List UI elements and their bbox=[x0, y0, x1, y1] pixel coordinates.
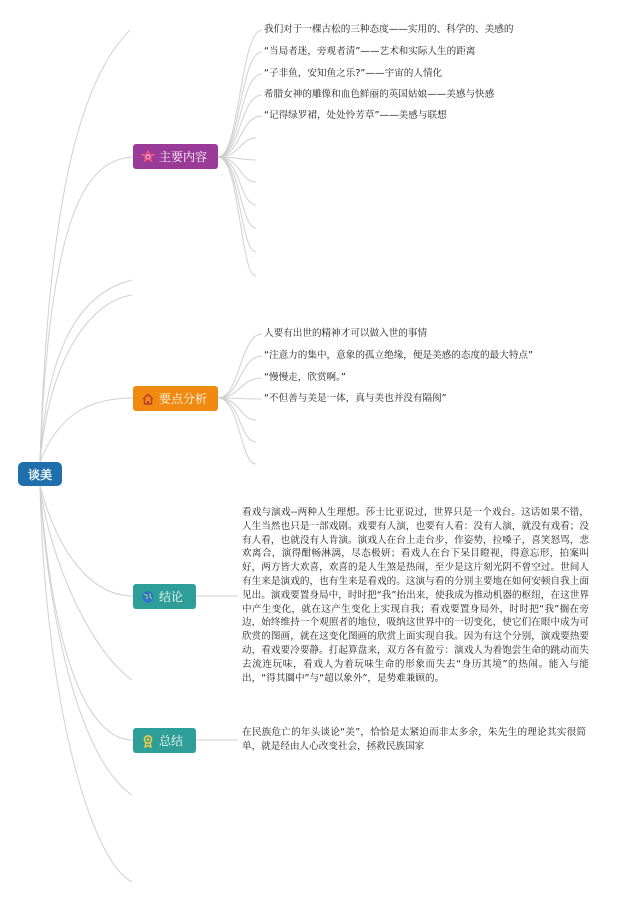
key-item-3: “慢慢走，欣赏啊。” bbox=[264, 372, 346, 383]
key-item-4: “不但善与美是一体，真与美也并没有隔阂” bbox=[264, 393, 447, 404]
branch-main-label: 主要内容 bbox=[159, 150, 208, 164]
root-label: 谈美 bbox=[27, 467, 52, 482]
main-item-5: “记得绿罗裙，处处怜芳草”——美感与联想 bbox=[264, 110, 447, 121]
branch-conclusion-label: 结论 bbox=[159, 590, 184, 604]
branch-main-content[interactable] bbox=[133, 144, 218, 169]
branch-summary-label: 总结 bbox=[159, 734, 184, 748]
branch-key-points[interactable] bbox=[133, 386, 218, 411]
main-item-1: 我们对于一棵古松的三种态度——实用的、科学的、美感的 bbox=[264, 24, 514, 35]
main-item-2: “当局者迷，旁观者清”——艺术和实际人生的距离 bbox=[264, 46, 476, 57]
flower-icon bbox=[141, 150, 155, 164]
branch-key-label: 要点分析 bbox=[159, 392, 208, 406]
summary-text: 在民族危亡的年头谈论“美”，恰恰是太紧迫而非太多余，朱先生的理论其实很简单，就是经由人心改变社会，拯救民族国家 bbox=[242, 727, 586, 752]
root-node[interactable] bbox=[18, 462, 62, 486]
branch-summary[interactable] bbox=[133, 728, 196, 753]
conclusion-text: 看戏与演戏--两种人生理想。莎士比亚说过，世界只是一个戏台。这话如果不错，人生当然也只是一部戏剧。戏要有人演，也要有人看：没有人演，就没有戏看；没有人看，也就没有人肯演。演戏人在台上走台步，作姿势，拉嗓子，喜笑怒骂，悲欢离合，演得酣畅淋漓，尽态极妍；看戏人在台下呆目瞪视，得意忘形，拍案叫好，两方皆大欢喜，欢喜的是人生煞是热闹，至少是这片刻光阴不曾空过。世间人有生来是演戏的，也有生来是看戏的。这演与看的分别主要地在如何安顿自我上面见出。演戏要置身局中，时时把“我”抬出来，使我成为推动机器的枢纽，在这世界中产生变化，就在这产生变化上实现自我；看戏要置身局外，时时把“我”搁在旁边，始终维持一个观照者的地位，吸纳这世界中的一切变化，使它们在眼中成为可欣赏的图画，就在这变化图画的欣赏上面实现自我。因为有这个分别，演戏要热要动，看戏要冷要静。打起算盘来，双方各有盈亏：演戏人为着饱尝生命的跳动而失去流连玩味，看戏人为着玩味生命的形象而失去“身历其境”的热闹。能入与能出，“得其圜中”与“超以象外”，是势难兼顾的。 bbox=[242, 507, 589, 684]
key-item-1: 人要有出世的精神才可以做入世的事情 bbox=[264, 328, 428, 339]
home-icon bbox=[141, 392, 155, 406]
main-item-4: 希腊女神的雕像和血色鲜丽的英国姑娘——美感与快感 bbox=[264, 89, 495, 100]
award-ribbon-icon bbox=[141, 734, 155, 748]
key-item-2: “注意力的集中，意象的孤立绝缘，便是美感的态度的最大特点” bbox=[264, 350, 533, 361]
globe-icon bbox=[141, 590, 155, 604]
branch-conclusion[interactable] bbox=[133, 584, 196, 609]
main-item-3: “子非鱼，安知鱼之乐?”——宇宙的人情化 bbox=[264, 68, 443, 79]
